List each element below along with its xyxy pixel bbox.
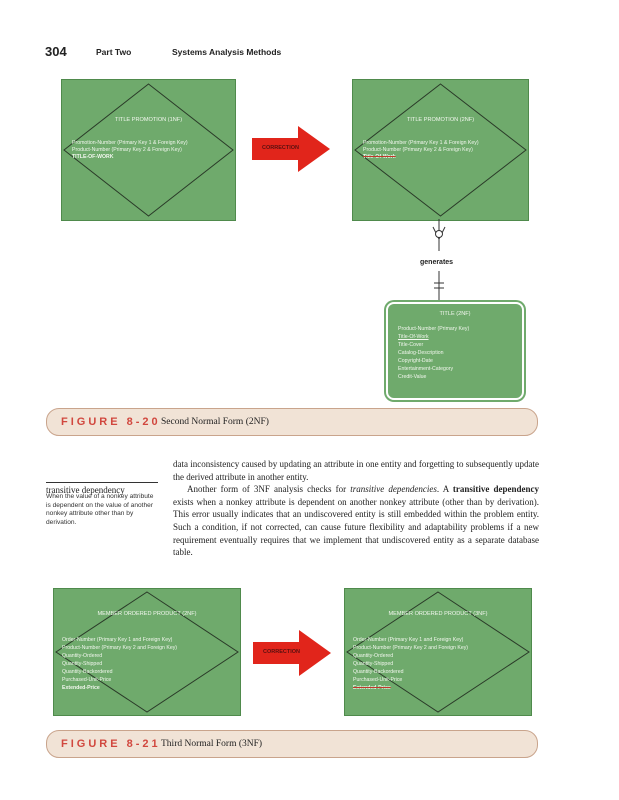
- key-term: transitive dependency: [452, 484, 539, 495]
- attribute: Purchased-Unit-Price: [353, 677, 403, 683]
- attribute: Purchased-Unit-Price: [62, 677, 112, 683]
- attribute: Extended-Price: [62, 685, 100, 691]
- attribute: Product-Number (Primary Key 2 & Foreign Key): [72, 147, 182, 153]
- attribute: Entertainment-Category: [398, 366, 454, 372]
- attribute: Quantity-Shipped: [353, 661, 394, 667]
- paragraph: [173, 483, 539, 559]
- attribute: Quantity-Backordered: [353, 669, 404, 675]
- text-run: exists when a nonkey attribute is dependent on another nonkey attribute (other than by derivation). This error usually indicates that an undiscovered entity is still embedded within the problem entity. Such a condition, if not corrected, can cause future flexibility and adaptability problems if a new requirement eventually requires that we implement that undiscovered entity as a separate database table.: [173, 496, 539, 558]
- attribute: Product-Number (Primary Key): [398, 326, 470, 332]
- arrow-label: CORRECTION: [263, 649, 300, 655]
- attribute: Extended-Price: [353, 685, 391, 691]
- paragraph: data inconsistency caused by updating an attribute in one entity and forgetting to subsequently update the derived attribute in another entity.: [173, 459, 539, 482]
- running-title: Systems Analysis Methods: [172, 47, 282, 57]
- entity-title-2nf: [386, 302, 524, 400]
- emphasis: transitive dependencies: [350, 484, 437, 495]
- margin-definition: When the value of a nonkey attribute is dependent on the value of another nonkey attribute other than by derivation.: [46, 493, 154, 526]
- text-run: . A: [436, 484, 453, 495]
- attribute: Order-Number (Primary Key 1 and Foreign Key): [62, 637, 173, 643]
- entity-title-promotion-1nf: [61, 79, 236, 221]
- body-text: [173, 458, 539, 559]
- attribute: Quantity-Backordered: [62, 669, 113, 675]
- figure-label: FIGURE 8-21: [61, 738, 161, 750]
- relationship-diamond: [345, 589, 531, 715]
- entity-title: TITLE PROMOTION (2NF): [406, 117, 475, 123]
- attribute: Promotion-Number (Primary Key 1 & Foreign Key): [72, 140, 188, 146]
- attribute: Quantity-Ordered: [353, 653, 394, 659]
- attribute: Copyright-Date: [398, 358, 433, 364]
- text-run: Another form of 3NF analysis checks for: [187, 484, 351, 495]
- entity-member-ordered-product-3nf: [344, 588, 532, 716]
- attribute: Quantity-Ordered: [62, 653, 103, 659]
- figure-label: FIGURE 8-20: [61, 416, 161, 428]
- figure-caption: Third Normal Form (3NF): [161, 739, 263, 749]
- attribute: Product-Number (Primary Key 2 & Foreign Key): [363, 147, 473, 153]
- attribute: Credit-Value: [398, 374, 427, 380]
- relationship-label: generates: [420, 259, 454, 266]
- attribute: Quantity-Shipped: [62, 661, 103, 667]
- attribute: Product-Number (Primary Key 2 and Foreign Key): [62, 645, 178, 651]
- entity-title: MEMBER ORDERED PRODUCT (2NF): [97, 611, 197, 617]
- attribute: Product-Number (Primary Key 2 and Foreign Key): [353, 645, 469, 651]
- figure-caption-bar: [46, 408, 538, 436]
- entity-member-ordered-product-2nf: [53, 588, 241, 716]
- part-label: Part Two: [96, 47, 132, 57]
- figure-caption: Second Normal Form (2NF): [161, 417, 269, 427]
- relationship-diamond: [54, 589, 240, 715]
- margin-term: transitive dependency: [46, 482, 158, 495]
- attribute: Title-Of-Work: [363, 154, 396, 160]
- attribute: Title-Cover: [398, 342, 424, 348]
- arrow-label: CORRECTION: [262, 145, 299, 151]
- attribute: Title-Of-Work: [398, 334, 429, 340]
- entity-title: TITLE PROMOTION (1NF): [114, 117, 183, 123]
- figure-caption-bar: [46, 730, 538, 758]
- attribute: TITLE-OF-WORK: [72, 154, 114, 160]
- attribute: Order-Number (Primary Key 1 and Foreign Key): [353, 637, 464, 643]
- entity-title-promotion-2nf: [352, 79, 529, 221]
- entity-title: MEMBER ORDERED PRODUCT (3NF): [388, 611, 488, 617]
- page-number: 304: [45, 44, 67, 59]
- attribute: Catalog-Description: [398, 350, 444, 356]
- attribute: Promotion-Number (Primary Key 1 & Foreign Key): [363, 140, 479, 146]
- entity-title: TITLE (2NF): [439, 311, 471, 317]
